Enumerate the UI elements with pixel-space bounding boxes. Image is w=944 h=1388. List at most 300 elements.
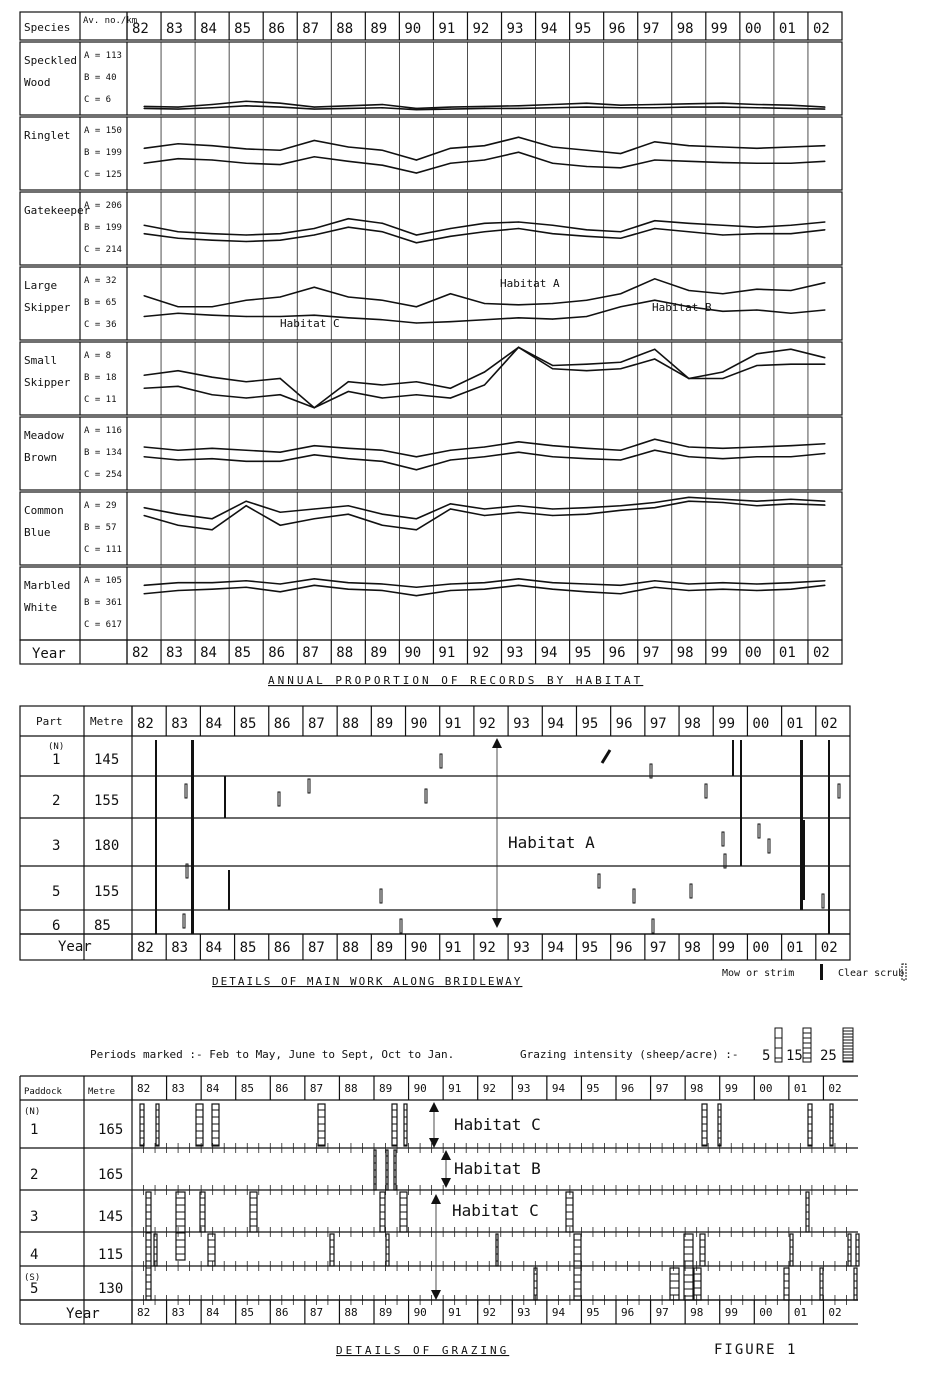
point-upper-82 xyxy=(143,507,144,508)
sec3-header-year-97: 97 xyxy=(655,1082,669,1095)
point-lower-91 xyxy=(450,590,451,591)
point-lower-83 xyxy=(177,386,178,387)
grazing-block xyxy=(790,1234,793,1266)
point-lower-88 xyxy=(348,317,349,318)
point-lower-89 xyxy=(382,319,383,320)
point-upper-91 xyxy=(450,583,451,584)
sec3-footer-year-95: 95 xyxy=(586,1306,600,1319)
avg-label: A = 8 xyxy=(84,351,112,361)
footer-year-02: 02 xyxy=(812,645,830,661)
grazing-block xyxy=(380,1192,385,1232)
series-upper xyxy=(144,279,825,307)
sec3-footer-year-97: 97 xyxy=(655,1306,669,1319)
point-lower-89 xyxy=(382,461,383,462)
point-lower-93 xyxy=(518,347,519,348)
point-upper-84 xyxy=(212,104,213,105)
point-lower-00 xyxy=(756,590,757,591)
point-lower-96 xyxy=(620,510,621,511)
point-upper-86 xyxy=(280,378,281,379)
point-lower-84 xyxy=(212,240,213,241)
point-lower-88 xyxy=(348,161,349,162)
habitat-b-label: Habitat B xyxy=(454,1159,541,1178)
scrub-mark xyxy=(425,789,427,803)
point-upper-84 xyxy=(212,306,213,307)
header-year-82: 82 xyxy=(132,21,149,37)
point-upper-02 xyxy=(824,357,825,358)
header-part: Part xyxy=(36,715,63,728)
footer-year-85: 85 xyxy=(234,645,252,661)
bridleway-work-chart xyxy=(20,706,906,988)
point-lower-02 xyxy=(824,585,825,586)
point-upper-85 xyxy=(246,101,247,102)
metre-145: 145 xyxy=(94,752,120,768)
paddock-sub: (S) xyxy=(24,1273,41,1283)
point-upper-02 xyxy=(824,145,825,146)
header-year-96: 96 xyxy=(608,21,626,37)
point-lower-87 xyxy=(314,234,315,235)
point-lower-95 xyxy=(586,316,587,317)
header-year-91: 91 xyxy=(438,21,456,37)
scrub-mark xyxy=(308,779,310,793)
point-lower-90 xyxy=(416,109,417,110)
scrub-mark xyxy=(705,784,707,798)
paddock-4: 4 xyxy=(30,1247,39,1263)
scrub-mark xyxy=(598,874,600,888)
point-upper-90 xyxy=(416,306,417,307)
point-upper-97 xyxy=(654,220,655,221)
point-lower-89 xyxy=(382,525,383,526)
scrub-mark xyxy=(768,839,770,853)
annot-habitat-c: Habitat C xyxy=(280,317,340,330)
point-upper-82 xyxy=(143,295,144,296)
point-lower-91 xyxy=(450,397,451,398)
sec2-header-year-83: 83 xyxy=(171,716,189,732)
sec2-footer-year-91: 91 xyxy=(444,940,462,956)
point-upper-96 xyxy=(620,362,621,363)
point-lower-83 xyxy=(177,313,178,314)
point-upper-91 xyxy=(450,450,451,451)
header-year-01: 01 xyxy=(778,21,796,37)
point-upper-00 xyxy=(756,446,757,447)
species-name: Marbled xyxy=(24,579,71,592)
point-lower-98 xyxy=(688,501,689,502)
scrub-mark xyxy=(400,919,402,933)
avg-label: B = 361 xyxy=(84,598,122,608)
point-lower-91 xyxy=(450,163,451,164)
point-lower-94 xyxy=(552,456,553,457)
point-lower-85 xyxy=(246,105,247,106)
point-lower-85 xyxy=(246,461,247,462)
sec2-footer-year-02: 02 xyxy=(820,940,838,956)
point-lower-84 xyxy=(212,529,213,530)
point-lower-92 xyxy=(484,108,485,109)
footer-year-89: 89 xyxy=(370,645,388,661)
panel-ringlet xyxy=(20,117,842,190)
point-lower-97 xyxy=(654,358,655,359)
point-upper-87 xyxy=(314,140,315,141)
series-lower xyxy=(144,347,825,407)
point-lower-01 xyxy=(790,503,791,504)
point-upper-88 xyxy=(348,381,349,382)
point-lower-02 xyxy=(824,505,825,506)
point-upper-91 xyxy=(450,503,451,504)
panel-gatekeeper xyxy=(20,192,842,265)
point-upper-95 xyxy=(586,507,587,508)
point-lower-89 xyxy=(382,397,383,398)
point-lower-85 xyxy=(246,505,247,506)
point-upper-99 xyxy=(722,225,723,226)
section1-caption: ANNUAL PROPORTION OF RECORDS BY HABITAT xyxy=(268,674,644,687)
bridleway-frame xyxy=(20,706,850,960)
point-upper-92 xyxy=(484,223,485,224)
point-lower-93 xyxy=(518,452,519,453)
point-lower-92 xyxy=(484,319,485,320)
footer-year-92: 92 xyxy=(472,645,490,661)
species-name: Large xyxy=(24,279,58,292)
point-upper-86 xyxy=(280,150,281,151)
sec2-header-year-94: 94 xyxy=(547,716,565,732)
point-lower-86 xyxy=(280,107,281,108)
point-upper-86 xyxy=(280,452,281,453)
point-lower-89 xyxy=(382,590,383,591)
point-lower-94 xyxy=(552,233,553,234)
point-upper-86 xyxy=(280,583,281,584)
point-upper-83 xyxy=(177,450,178,451)
sec3-header-year-93: 93 xyxy=(517,1082,531,1095)
sec2-header-year-99: 99 xyxy=(718,716,736,732)
point-lower-98 xyxy=(688,231,689,232)
grazing-block xyxy=(394,1150,396,1190)
point-lower-94 xyxy=(552,368,553,369)
avg-label: C = 11 xyxy=(84,395,117,405)
point-upper-93 xyxy=(518,441,519,442)
grazing-block xyxy=(330,1234,334,1266)
sec3-footer-year-88: 88 xyxy=(344,1306,358,1319)
point-lower-85 xyxy=(246,397,247,398)
point-lower-96 xyxy=(620,593,621,594)
point-upper-97 xyxy=(654,439,655,440)
point-upper-91 xyxy=(450,107,451,108)
point-upper-95 xyxy=(586,364,587,365)
point-upper-89 xyxy=(382,384,383,385)
metre-155: 155 xyxy=(94,793,120,809)
species-name: Skipper xyxy=(24,376,71,389)
mow-bar xyxy=(224,776,226,818)
point-lower-88 xyxy=(348,589,349,590)
point-lower-85 xyxy=(246,163,247,164)
point-lower-97 xyxy=(654,507,655,508)
grazing-block xyxy=(808,1104,812,1146)
grazing-block xyxy=(694,1268,701,1300)
header-year-94: 94 xyxy=(540,21,558,37)
sec2-header-year-92: 92 xyxy=(478,716,496,732)
grazing-chart xyxy=(20,1028,859,1358)
point-upper-97 xyxy=(654,580,655,581)
sec3-footer-year-89: 89 xyxy=(379,1306,393,1319)
point-lower-83 xyxy=(177,590,178,591)
sec2-header-year-86: 86 xyxy=(273,716,291,732)
point-upper-88 xyxy=(348,218,349,219)
point-upper-85 xyxy=(246,381,247,382)
point-upper-94 xyxy=(552,445,553,446)
grazing-block xyxy=(154,1234,157,1266)
footer-year-94: 94 xyxy=(540,645,558,661)
sec3-header-year-02: 02 xyxy=(828,1082,842,1095)
point-upper-90 xyxy=(416,159,417,160)
point-upper-89 xyxy=(382,583,383,584)
sec3-header-year-01: 01 xyxy=(793,1082,808,1095)
point-upper-01 xyxy=(790,225,791,226)
point-upper-86 xyxy=(280,233,281,234)
point-upper-83 xyxy=(177,143,178,144)
point-lower-92 xyxy=(484,159,485,160)
scrub-mark xyxy=(758,824,760,838)
sec3-header-year-00: 00 xyxy=(759,1082,773,1095)
point-upper-99 xyxy=(722,499,723,500)
sec3-footer-year-90: 90 xyxy=(413,1306,427,1319)
point-upper-85 xyxy=(246,501,247,502)
point-lower-88 xyxy=(348,391,349,392)
point-lower-90 xyxy=(416,469,417,470)
avg-label: C = 6 xyxy=(84,95,112,105)
point-upper-92 xyxy=(484,106,485,107)
point-lower-99 xyxy=(722,458,723,459)
sec2-footer-year-93: 93 xyxy=(513,940,530,956)
point-upper-88 xyxy=(348,105,349,106)
point-lower-96 xyxy=(620,107,621,108)
metre-180: 180 xyxy=(94,838,120,854)
grazing-block xyxy=(140,1104,144,1146)
point-upper-97 xyxy=(654,349,655,350)
sec2-footer-year-97: 97 xyxy=(649,940,667,956)
point-upper-87 xyxy=(314,287,315,288)
sec3-footer-year-82: 82 xyxy=(137,1306,151,1319)
point-lower-92 xyxy=(484,589,485,590)
point-lower-99 xyxy=(722,234,723,235)
header-year-95: 95 xyxy=(574,21,592,37)
annual-proportion-chart xyxy=(20,12,842,687)
point-lower-95 xyxy=(586,166,587,167)
point-upper-01 xyxy=(790,499,791,500)
point-lower-00 xyxy=(756,107,757,108)
part-2: 2 xyxy=(52,793,61,809)
paddock-sub: (N) xyxy=(24,1107,41,1117)
point-upper-92 xyxy=(484,508,485,509)
point-upper-98 xyxy=(688,497,689,498)
point-lower-97 xyxy=(654,107,655,108)
sec3-footer-year-84: 84 xyxy=(206,1306,220,1319)
point-upper-89 xyxy=(382,450,383,451)
avg-label: C = 617 xyxy=(84,620,122,630)
sec3-header-year-96: 96 xyxy=(621,1082,635,1095)
grazing-block xyxy=(196,1104,203,1146)
point-upper-83 xyxy=(177,107,178,108)
scrub-mark xyxy=(822,894,824,908)
point-lower-88 xyxy=(348,514,349,515)
sec2-footer-year-99: 99 xyxy=(718,940,736,956)
header-year-02: 02 xyxy=(812,21,830,37)
grazing-block xyxy=(386,1150,388,1190)
header-year-99: 99 xyxy=(710,21,728,37)
point-lower-90 xyxy=(416,172,417,173)
footer-year-84: 84 xyxy=(200,645,217,661)
sec3-footer-year-87: 87 xyxy=(309,1306,324,1319)
avg-label: C = 214 xyxy=(84,245,122,255)
sec3-header-year-90: 90 xyxy=(413,1082,427,1095)
header-year-85: 85 xyxy=(234,21,252,37)
point-lower-91 xyxy=(450,459,451,460)
header-year-89: 89 xyxy=(370,21,388,37)
sec2-header-year-91: 91 xyxy=(444,716,462,732)
point-upper-00 xyxy=(756,104,757,105)
sec3-footer-year-91: 91 xyxy=(448,1306,462,1319)
point-upper-91 xyxy=(450,228,451,229)
point-upper-86 xyxy=(280,103,281,104)
sec3-footer-year-99: 99 xyxy=(724,1306,738,1319)
species-name: Speckled xyxy=(24,54,77,67)
point-lower-84 xyxy=(212,394,213,395)
point-upper-92 xyxy=(484,303,485,304)
point-upper-96 xyxy=(620,585,621,586)
point-lower-87 xyxy=(314,585,315,586)
point-upper-92 xyxy=(484,446,485,447)
intensity-15: 15 xyxy=(786,1048,803,1064)
point-upper-97 xyxy=(654,502,655,503)
species-name: Gatekeeper xyxy=(24,204,91,217)
point-lower-85 xyxy=(246,316,247,317)
point-lower-96 xyxy=(620,459,621,460)
sec2-footer-year-01: 01 xyxy=(786,940,804,956)
sec3-header-year-95: 95 xyxy=(586,1082,600,1095)
point-lower-01 xyxy=(790,163,791,164)
legend-scrub: Clear scrub xyxy=(838,968,905,979)
point-lower-87 xyxy=(314,108,315,109)
point-upper-84 xyxy=(212,233,213,234)
sec3-footer-year-92: 92 xyxy=(482,1306,496,1319)
sec2-footer-year: Year xyxy=(58,939,92,955)
point-upper-83 xyxy=(177,514,178,515)
legend-mow: Mow or strim xyxy=(722,968,795,979)
point-upper-95 xyxy=(586,583,587,584)
sec3-header-year-99: 99 xyxy=(724,1082,738,1095)
paddock-2: 2 xyxy=(30,1167,39,1183)
point-lower-87 xyxy=(314,156,315,157)
point-lower-86 xyxy=(280,525,281,526)
point-upper-89 xyxy=(382,150,383,151)
sec3-footer-year: Year xyxy=(66,1306,100,1322)
header-year-98: 98 xyxy=(676,21,694,37)
footer-year-90: 90 xyxy=(404,645,422,661)
paddock-1: 1 xyxy=(30,1122,39,1138)
sec2-footer-year-00: 00 xyxy=(752,940,770,956)
annot-habitat-a: Habitat A xyxy=(500,277,560,290)
grazing-block xyxy=(212,1104,219,1146)
point-lower-02 xyxy=(824,161,825,162)
point-lower-84 xyxy=(212,589,213,590)
metre-graze-130: 130 xyxy=(98,1281,124,1297)
point-lower-86 xyxy=(280,591,281,592)
point-upper-97 xyxy=(654,104,655,105)
point-upper-91 xyxy=(450,148,451,149)
scrub-mark xyxy=(633,889,635,903)
point-lower-90 xyxy=(416,595,417,596)
point-upper-94 xyxy=(552,582,553,583)
point-lower-02 xyxy=(824,453,825,454)
point-lower-83 xyxy=(177,238,178,239)
point-upper-98 xyxy=(688,446,689,447)
footer-year-83: 83 xyxy=(166,645,183,661)
point-upper-91 xyxy=(450,293,451,294)
footer-year-87: 87 xyxy=(302,645,320,661)
avg-label: A = 150 xyxy=(84,126,122,136)
sec3-footer-year-01: 01 xyxy=(793,1306,808,1319)
point-upper-99 xyxy=(722,146,723,147)
point-lower-99 xyxy=(722,589,723,590)
point-lower-86 xyxy=(280,240,281,241)
sec2-footer-year-84: 84 xyxy=(205,940,223,956)
grazing-block xyxy=(250,1192,257,1232)
sec2-header-year-84: 84 xyxy=(205,716,223,732)
point-upper-02 xyxy=(824,443,825,444)
point-upper-98 xyxy=(688,223,689,224)
point-lower-95 xyxy=(586,236,587,237)
sec2-footer-year-85: 85 xyxy=(239,940,257,956)
header-metre: Metre xyxy=(90,715,124,728)
header-year-86: 86 xyxy=(268,21,286,37)
grazing-block xyxy=(700,1234,705,1266)
footer-year-98: 98 xyxy=(676,645,694,661)
point-upper-00 xyxy=(756,148,757,149)
sec2-footer-year-86: 86 xyxy=(273,940,291,956)
point-upper-85 xyxy=(246,580,247,581)
point-lower-92 xyxy=(484,231,485,232)
sec2-header-year-85: 85 xyxy=(239,716,257,732)
species-name: Blue xyxy=(24,526,51,539)
point-lower-88 xyxy=(348,108,349,109)
part-1: 1 xyxy=(52,752,61,768)
grazing-block xyxy=(820,1268,823,1300)
sec2-header-year-96: 96 xyxy=(615,716,633,732)
sec2-header-year-90: 90 xyxy=(410,716,428,732)
avg-label: C = 254 xyxy=(84,470,122,480)
point-lower-00 xyxy=(756,365,757,366)
point-upper-83 xyxy=(177,306,178,307)
point-lower-01 xyxy=(790,364,791,365)
header-year-87: 87 xyxy=(302,21,320,37)
point-lower-84 xyxy=(212,315,213,316)
scrub-mark xyxy=(690,884,692,898)
point-lower-82 xyxy=(143,515,144,516)
point-lower-99 xyxy=(722,162,723,163)
point-lower-86 xyxy=(280,461,281,462)
section2-caption: DETAILS OF MAIN WORK ALONG BRIDLEWAY xyxy=(212,975,523,988)
footer-year-86: 86 xyxy=(268,645,286,661)
periods-text: Periods marked :- Feb to May, June to Sept, Oct to Jan. xyxy=(90,1048,455,1061)
point-lower-85 xyxy=(246,587,247,588)
point-lower-87 xyxy=(314,518,315,519)
point-lower-02 xyxy=(824,229,825,230)
sec3-header-year-88: 88 xyxy=(344,1082,358,1095)
point-lower-86 xyxy=(280,394,281,395)
point-upper-96 xyxy=(620,153,621,154)
point-upper-89 xyxy=(382,514,383,515)
sec3-footer-year-85: 85 xyxy=(240,1306,254,1319)
point-lower-85 xyxy=(246,241,247,242)
point-lower-99 xyxy=(722,311,723,312)
point-lower-01 xyxy=(790,456,791,457)
point-upper-84 xyxy=(212,518,213,519)
paddock-5: 5 xyxy=(30,1281,39,1297)
